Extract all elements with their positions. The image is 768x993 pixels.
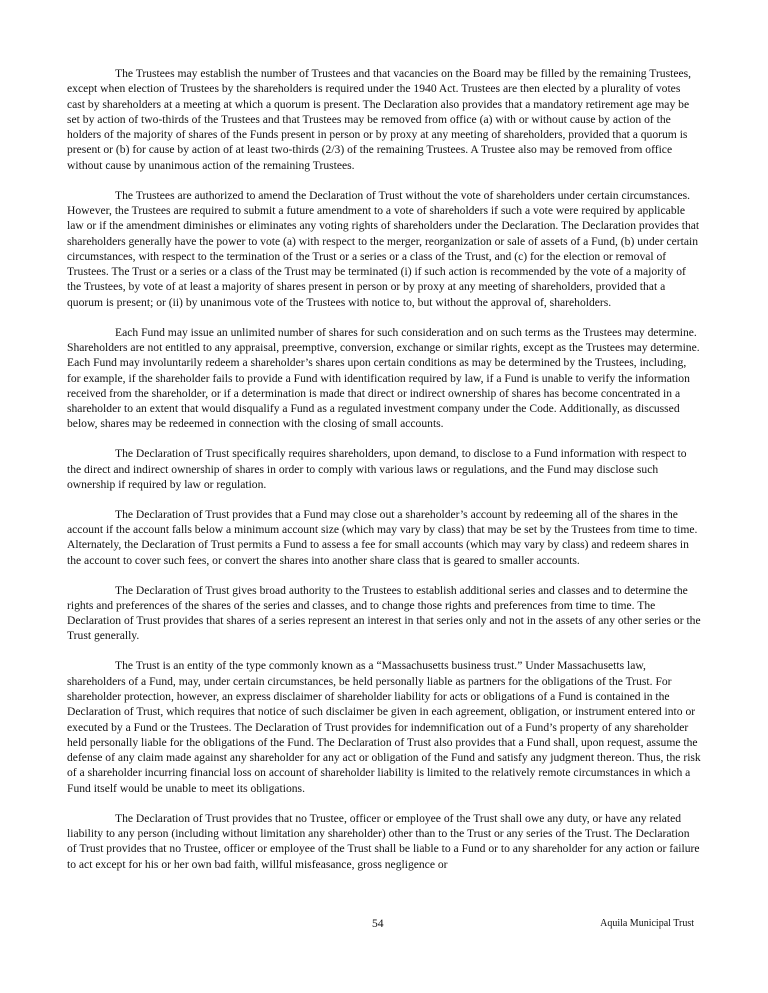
page-footer <box>0 917 768 931</box>
paragraph-trustee-liability: The Declaration of Trust provides that no Trustee, officer or employee of the Trust shall owe any duty, or have any related liability to any person (including without limitation any shareholder) other than to the Trust or any series of the Trust. The Declaration of Trust provides that no Trustee, officer or employee of the Trust shall be liable to a Fund or to any shareholder for any action or failure to act except for his or her own bad faith, willful misfeasance, gross negligence or <box>67 811 700 871</box>
paragraph-declaration-amendment: The Trustees are authorized to amend the Declaration of Trust without the vote of shareholders under certain circumstances. However, the Trustees are required to submit a future amendment to a vote of shareholders if such a vote were required by applicable law or if the amendment diminishes or eliminates any voting rights of shareholders under the Declaration. The Declaration provides that shareholders generally have the power to vote (a) with respect to the merger, reorganization or sale of assets of a Fund, (b) under certain circumstances, with respect to the termination of the Trust or a series or a class of the Trust, and (c) for the election or removal of Trustees. The Trust or a series or a class of the Trust may be terminated (i) if such action is recommended by the vote of a majority of the Trustees, by vote of at least a majority of shares present in person or by proxy at any meeting of shareholders, provided that a quorum is present; or (ii) by unanimous vote of the Trustees with notice to, but without the approval of, shareholders. <box>67 188 700 309</box>
paragraph-small-accounts: The Declaration of Trust provides that a Fund may close out a shareholder’s account by redeeming all of the shares in the account if the account falls below a minimum account size (which may vary by class) that may be set by the Trustees from time to time. Alternately, the Declaration of Trust permits a Fund to assess a fee for small accounts (which may vary by class) and redeem shares in the account to cover such fees, or convert the shares into another share class that is geared to smaller accounts. <box>67 507 698 567</box>
document-name: Aquila Municipal Trust <box>600 918 694 929</box>
paragraph-massachusetts-trust: The Trust is an entity of the type commonly known as a “Massachusetts business trust.” Under Massachusetts law, shareholders of a Fund, may, under certain circumstances, be held personally liable as partners for the obligations of the Trust. For shareholder protection, however, an express disclaimer of shareholder liability for acts or obligations of a Fund is contained in the Declaration of Trust, which requires that notice of such disclaimer be given in each agreement, obligation, or instrument entered into or executed by a Fund or the Trustees. The Declaration of Trust provides for indemnification out of a Fund’s property of any shareholder held personally liable for the obligations of the Fund. The Declaration of Trust also provides that a Fund shall, upon request, assume the defense of any claim made against any shareholder for any act or obligation of the Fund and satisfy any judgment thereon. Thus, the risk of a shareholder incurring financial loss on account of shareholder liability is limited to the relatively remote circumstances in which a Fund itself would be unable to meet its obligations. <box>67 659 701 795</box>
paragraph-trustees-election: The Trustees may establish the number of Trustees and that vacancies on the Board may be filled by the remaining Trustees, except when election of Trustees by the shareholders is required under the 1940 Act. Trustees are then elected by a plurality of votes cast by shareholders at a meeting at which a quorum is present. The Declaration also provides that a mandatory retirement age may be set by action of two-thirds of the Trustees and that Trustees may be removed from office (a) with or without cause by action of the holders of the majority of shares of the Funds present in person or by proxy at any meeting of shareholders, provided that a quorum is present or (b) for cause by action of at least two-thirds (2/3) of the remaining Trustees. A Trustee also may be removed from office without cause by unanimous action of the remaining Trustees. <box>67 67 692 172</box>
paragraph-share-issuance: Each Fund may issue an unlimited number of shares for such consideration and on such terms as the Trustees may determine. Shareholders are not entitled to any appraisal, preemptive, conversion, exchange or similar rights, except as the Trustees may determine. Each Fund may involuntarily redeem a shareholder’s shares upon certain conditions as may be determined by the Trustees, including, for example, if the shareholder fails to provide a Fund with identification required by law, if a Fund is unable to verify the information received from the shareholder, or if a determination is made that direct or indirect ownership of shares has become concentrated in a shareholder to an extent that would disqualify a Fund as a regulated investment company under the Code. Additionally, as discussed below, shares may be redeemed in connection with the closing of small accounts. <box>67 325 700 431</box>
paragraph-ownership-disclosure: The Declaration of Trust specifically requires shareholders, upon demand, to disclose to a Fund information with respect to the direct and indirect ownership of shares in order to comply with various laws or regulations, and the Fund may disclose such ownership if required by law or regulation. <box>67 447 687 491</box>
paragraph-series-classes: The Declaration of Trust gives broad authority to the Trustees to establish additional series and classes and to determine the rights and preferences of the shares of the series and classes, and to change those rights and preferences from time to time. The Declaration of Trust provides that shares of a series represent an interest in that series only and not in the assets of any other series or the Trust generally. <box>67 583 701 643</box>
page-body <box>67 66 701 886</box>
page-number: 54 <box>372 917 384 930</box>
